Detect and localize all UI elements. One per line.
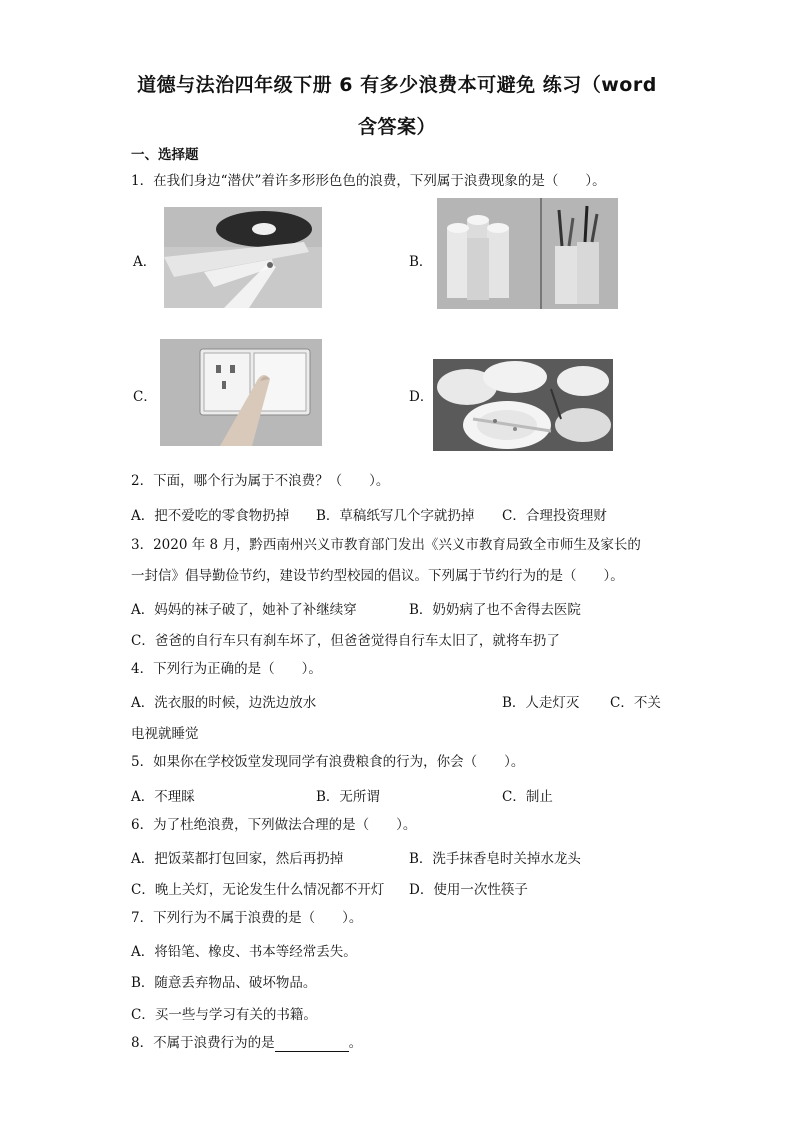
finger-pressing-light-switch-photo	[160, 339, 322, 446]
q4-option-c-continued: 电视就睡觉	[131, 726, 199, 742]
answer-blank[interactable]	[275, 1037, 349, 1052]
q3-option-b: B．奶奶病了也不舍得去医院	[409, 602, 581, 618]
question-8-end: 。	[348, 1035, 363, 1051]
q2-option-b: B．草稿纸写几个字就扔掉	[316, 508, 475, 524]
q4-option-b: B．人走灯灭	[502, 695, 580, 711]
page-title-line-2: 含答案）	[357, 116, 436, 138]
question-1-stem: 1．在我们身边“潜伏”着许多形形色色的浪费，下列属于浪费现象的是（ ）。	[131, 173, 606, 189]
q7-option-b: B．随意丢弃物品、破坏物品。	[131, 975, 317, 991]
q4-option-a: A．洗衣服的时候，边洗边放水	[131, 695, 317, 711]
q6-option-d: D．使用一次性筷子	[409, 882, 528, 898]
q3-option-c: C．爸爸的自行车只有刹车坏了，但爸爸觉得自行车太旧了，就将车扔了	[131, 633, 560, 649]
paper-tube-pen-holder-photo	[437, 198, 618, 309]
leftover-food-plates-photo	[433, 359, 613, 451]
q1-option-b-label: B．	[409, 254, 433, 270]
q2-option-a: A．把不爱吃的零食物扔掉	[131, 508, 290, 524]
q1-option-a-label: A．	[133, 254, 157, 270]
question-3-stem-line-1: 3．2020 年 8 月，黔西南州兴义市教育部门发出《兴义市教育局致全市师生及家长的	[131, 537, 641, 553]
q1-option-c-image	[160, 339, 322, 446]
q1-option-a-image	[164, 207, 322, 308]
q5-option-b: B．无所谓	[316, 789, 380, 805]
q6-option-a: A．把饭菜都打包回家，然后再扔掉	[131, 851, 344, 867]
q1-option-c-label: C．	[133, 389, 157, 405]
question-3-stem-line-2: 一封信》倡导勤俭节约，建设节约型校园的倡议。下列属于节约行为的是（ ）。	[131, 568, 624, 584]
q3-option-a: A．妈妈的袜子破了，她补了补继续穿	[131, 602, 357, 618]
q6-option-c: C．晚上关灯，无论发生什么情况都不开灯	[131, 882, 385, 898]
q1-option-b-image	[437, 198, 618, 309]
q2-option-c: C．合理投资理财	[502, 508, 607, 524]
question-4-stem: 4．下列行为正确的是（ ）。	[131, 661, 322, 677]
q1-option-d-image	[433, 359, 613, 451]
question-8-stem: 8．不属于浪费行为的是	[131, 1035, 275, 1051]
q1-option-d-label: D．	[409, 389, 434, 405]
q6-option-b: B．洗手抹香皂时关掉水龙头	[409, 851, 581, 867]
q4-option-c: C．不关	[610, 695, 661, 711]
section-heading: 一、选择题	[131, 147, 199, 163]
question-2-stem: 2．下面，哪个行为属于不浪费？（ ）。	[131, 473, 390, 489]
q7-option-c: C．买一些与学习有关的书籍。	[131, 1007, 317, 1023]
page-title-line-1: 道德与法治四年级下册 6 有多少浪费本可避免 练习（word	[137, 74, 657, 96]
scissors-cutting-tape-photo	[164, 207, 322, 308]
q5-option-c: C．制止	[502, 789, 553, 805]
question-6-stem: 6．为了杜绝浪费，下列做法合理的是（ ）。	[131, 817, 417, 833]
question-5-stem: 5．如果你在学校饭堂发现同学有浪费粮食的行为，你会（ ）。	[131, 754, 525, 770]
question-8	[131, 1034, 362, 1052]
q5-option-a: A．不理睬	[131, 789, 195, 805]
question-7-stem: 7．下列行为不属于浪费的是（ ）。	[131, 910, 363, 926]
q7-option-a: A．将铅笔、橡皮、书本等经常丢失。	[131, 944, 357, 960]
